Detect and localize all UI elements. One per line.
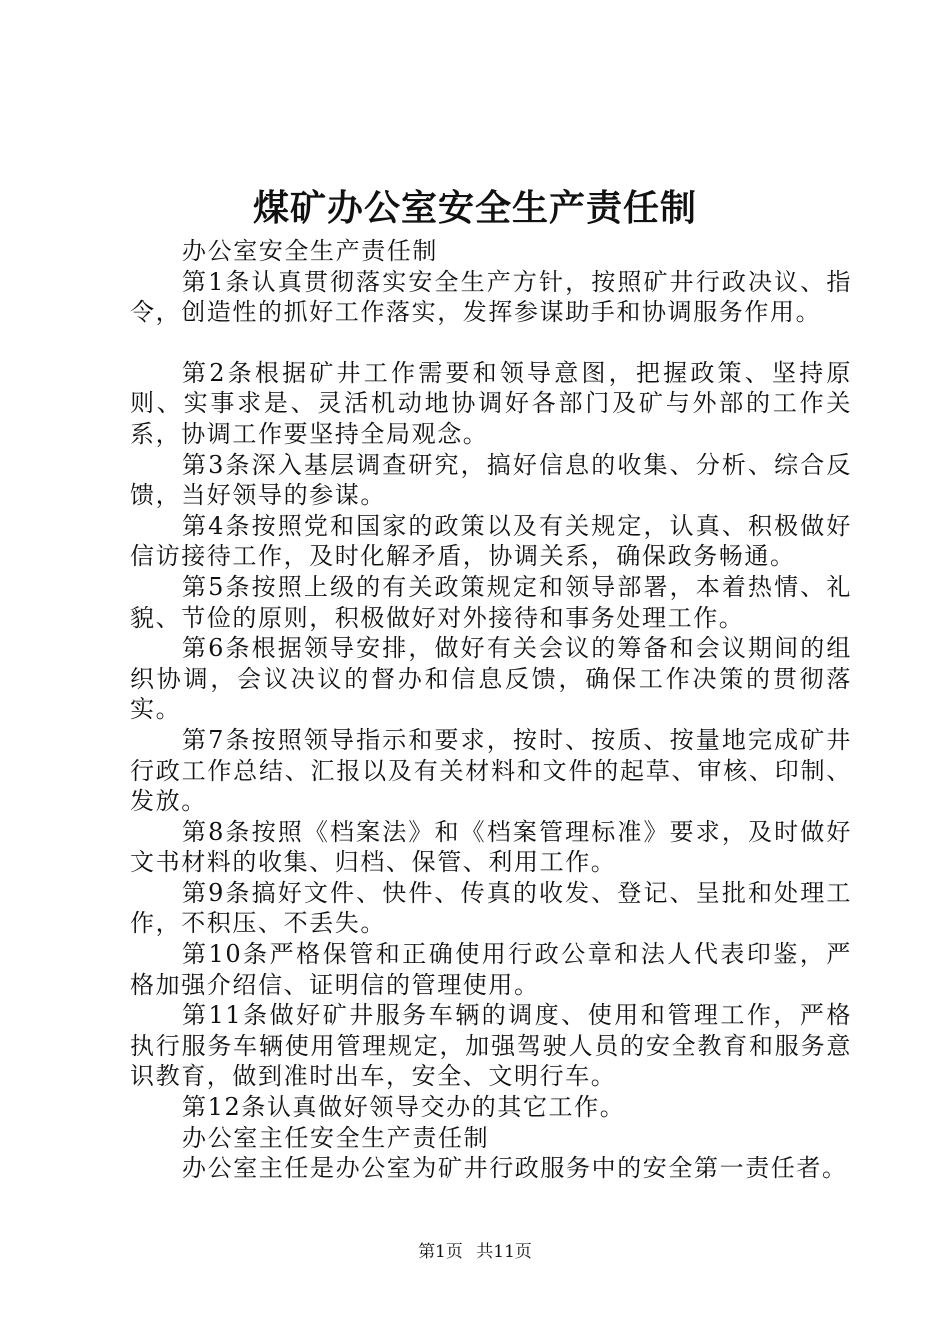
article-paragraph: 第12条认真做好领导交办的其它工作。 xyxy=(182,1093,626,1122)
article-paragraph: 第1条认真贯彻落实安全生产方针，按照矿井行政决议、指令，创造性的抓好工作落实，发挥参谋助手和协调服务作用。 xyxy=(130,267,852,327)
article-paragraph: 第9条搞好文件、快件、传真的收发、登记、呈批和处理工作，不积压、不丢失。 xyxy=(130,878,852,938)
article-paragraph: 第4条按照党和国家的政策以及有关规定，认真、积极做好信访接待工作，及时化解矛盾，协调关系，确保政务畅通。 xyxy=(130,511,852,571)
article-paragraph: 第7条按照领导指示和要求，按时、按质、按量地完成矿井行政工作总结、汇报以及有关材料和文件的起草、审核、印制、发放。 xyxy=(130,725,852,816)
article-paragraph: 第6条根据领导安排，做好有关会议的筹备和会议期间的组织协调，会议决议的督办和信息反馈，确保工作决策的贯彻落实。 xyxy=(130,634,852,724)
article-paragraph: 第8条按照《档案法》和《档案管理标准》要求，及时做好文书材料的收集、归档、保管、利用工作。 xyxy=(130,817,852,877)
article-paragraph: 第11条做好矿井服务车辆的调度、使用和管理工作，严格执行服务车辆使用管理规定，加强驾驶人员的安全教育和服务意识教育，做到准时出车，安全、文明行车。 xyxy=(130,1001,852,1091)
section-heading: 办公室安全生产责任制 xyxy=(182,237,438,265)
article-paragraph: 第5条按照上级的有关政策规定和领导部署，本着热情、礼貌、节俭的原则，积极做好对外接待和事务处理工作。 xyxy=(130,572,852,632)
article-paragraph: 办公室主任是办公室为矿井行政服务中的安全第一责任者。 xyxy=(182,1154,848,1183)
article-paragraph: 第10条严格保管和正确使用行政公章和法人代表印鉴，严格加强介绍信、证明信的管理使用。 xyxy=(130,940,852,999)
document-body xyxy=(130,236,852,1184)
section-heading: 办公室主任安全生产责任制 xyxy=(182,1123,490,1152)
article-paragraph: 第3条深入基层调查研究，搞好信息的收集、分析、综合反馈，当好领导的参谋。 xyxy=(130,450,852,510)
page-number-footer: 第1页 共11页 xyxy=(418,1242,532,1262)
document-title: 煤矿办公室安全生产责任制 xyxy=(252,187,697,229)
article-paragraph: 第2条根据矿井工作需要和领导意图，把握政策、坚持原则、实事求是、灵活机动地协调好各部门及矿与外部的工作关系，协调工作要坚持全局观念。 xyxy=(130,358,852,448)
